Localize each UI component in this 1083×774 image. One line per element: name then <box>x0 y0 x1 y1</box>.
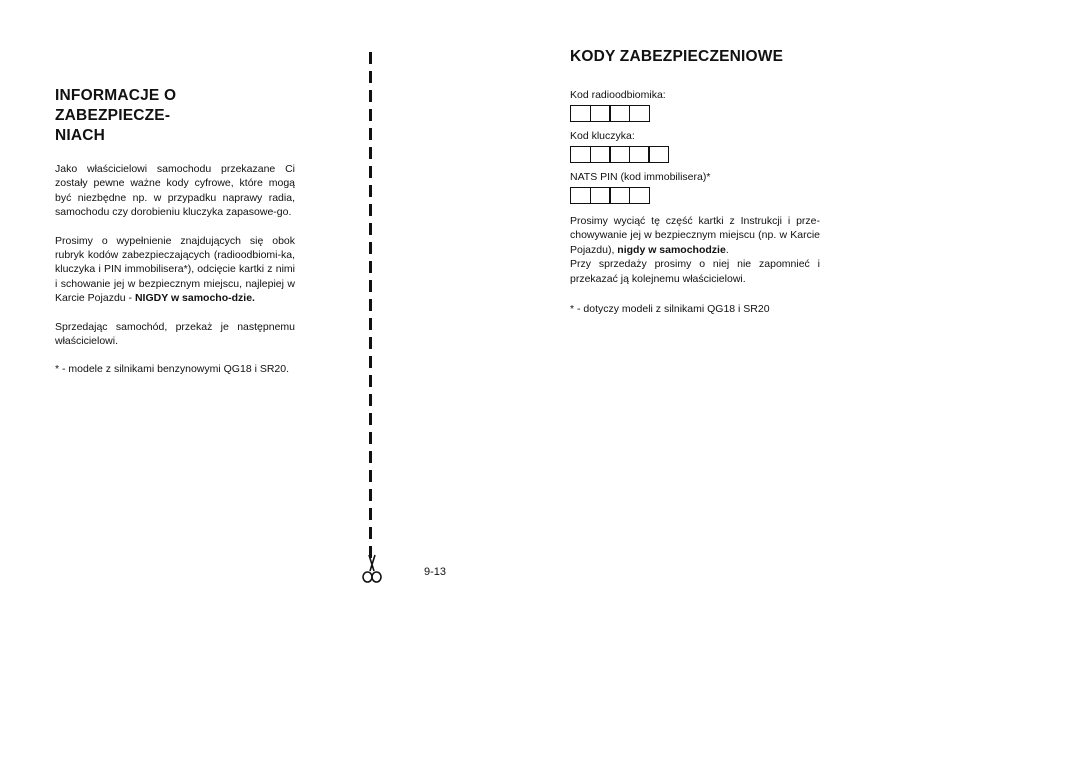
codes-title: KODY ZABEZPIECZENIOWE <box>570 48 784 65</box>
cut-line-dash <box>369 489 372 501</box>
cut-line-dash <box>369 109 372 121</box>
cut-line-dash <box>369 356 372 368</box>
code-digit-box[interactable] <box>609 105 630 122</box>
code-digit-box[interactable] <box>609 146 630 163</box>
cut-instructions-end: . <box>725 243 729 256</box>
scissors-icon <box>361 554 383 584</box>
security-codes-section <box>570 47 820 316</box>
code-digit-box[interactable] <box>629 187 650 204</box>
intro-paragraph: Jako właścicielowi samochodu przekazane Ci zostały pewne ważne kody cyfrowe, które mogą być niezbędne np. w przypadku naprawy radia, samochodu czy dorobieniu kluczyka zapasowe-go. <box>55 163 295 219</box>
code-digit-box[interactable] <box>570 146 591 163</box>
title-line-2: NIACH <box>55 127 106 144</box>
cut-line-dash <box>369 508 372 520</box>
code-digit-box[interactable] <box>590 105 611 122</box>
instructions-paragraph <box>55 234 295 306</box>
cut-line-dash <box>369 394 372 406</box>
cut-line-dash <box>369 451 372 463</box>
sale-reminder-paragraph: Przy sprzedaży prosimy o niej nie zapomnieć i przekazać ją kolejnemu właścicielowi. <box>570 258 820 285</box>
sale-paragraph: Sprzedając samochód, przekaż je następnemu właścicielowi. <box>55 320 295 348</box>
code-digit-box[interactable] <box>629 146 650 163</box>
cut-line-dash <box>369 185 372 197</box>
cut-line-dash <box>369 470 372 482</box>
right-footnote: * - dotyczy modeli z silnikami QG18 i SR20 <box>570 303 770 316</box>
cut-instructions-text: Prosimy wyciąć tę część kartki z Instrukcji i prze-chowywanie jej w bezpiecznym miejscu (np. w Karcie Pojazdu), <box>570 215 820 256</box>
cut-line-dash <box>369 242 372 254</box>
cut-line-dash <box>369 337 372 349</box>
code-digit-box[interactable] <box>590 146 611 163</box>
cut-line-dash <box>369 90 372 102</box>
code-digit-box[interactable] <box>629 105 650 122</box>
code-digit-box[interactable] <box>609 187 630 204</box>
cut-line-dash <box>369 375 372 387</box>
cut-line <box>368 52 374 564</box>
cut-line-dash <box>369 527 372 539</box>
cut-line-dash <box>369 71 372 83</box>
security-info-section <box>55 86 295 391</box>
key-code-label: Kod kluczyka: <box>570 130 635 142</box>
cut-instructions-paragraph <box>570 214 820 257</box>
nats-pin-label: NATS PIN (kod immobilisera)* <box>570 171 711 183</box>
cut-line-dash <box>369 128 372 140</box>
nats-pin-boxes[interactable] <box>570 187 820 204</box>
cut-line-dash <box>369 261 372 273</box>
cut-line-dash <box>369 413 372 425</box>
cut-line-dash <box>369 147 372 159</box>
code-digit-box[interactable] <box>570 187 591 204</box>
left-footnote: * - modele z silnikami benzynowymi QG18 i SR20. <box>55 363 290 376</box>
code-digit-box[interactable] <box>590 187 611 204</box>
code-digit-box[interactable] <box>570 105 591 122</box>
page-number: 9-13 <box>424 566 447 578</box>
cut-line-dash <box>369 166 372 178</box>
cut-line-dash <box>369 52 372 64</box>
cut-line-dash <box>369 204 372 216</box>
radio-code-boxes[interactable] <box>570 105 820 122</box>
cut-line-dash <box>369 318 372 330</box>
cut-line-dash <box>369 432 372 444</box>
instructions-warning: NIGDY w samocho-dzie. <box>134 292 255 305</box>
key-code-boxes[interactable] <box>570 146 820 163</box>
section-title <box>55 86 295 146</box>
cut-line-dash <box>369 280 372 292</box>
cut-line-dash <box>369 223 372 235</box>
instructions-text: Prosimy o wypełnienie znajdujących się obok rubryk kodów zabezpieczających (radioodbiomi-ka, kluczyka i PIN immobilisera*), odcięcie kartki z nimi i schowanie jej w bezpiecznym miejscu, najlepiej w Karcie Pojazdu - <box>55 234 295 305</box>
code-digit-box[interactable] <box>648 146 669 163</box>
cut-line-dash <box>369 299 372 311</box>
title-line-1: INFORMACJE O ZABEZPIECZE- <box>55 87 177 124</box>
radio-code-label: Kod radioodbiomika: <box>570 89 666 101</box>
cut-instructions-warning: nigdy w samochodzie <box>617 243 726 256</box>
